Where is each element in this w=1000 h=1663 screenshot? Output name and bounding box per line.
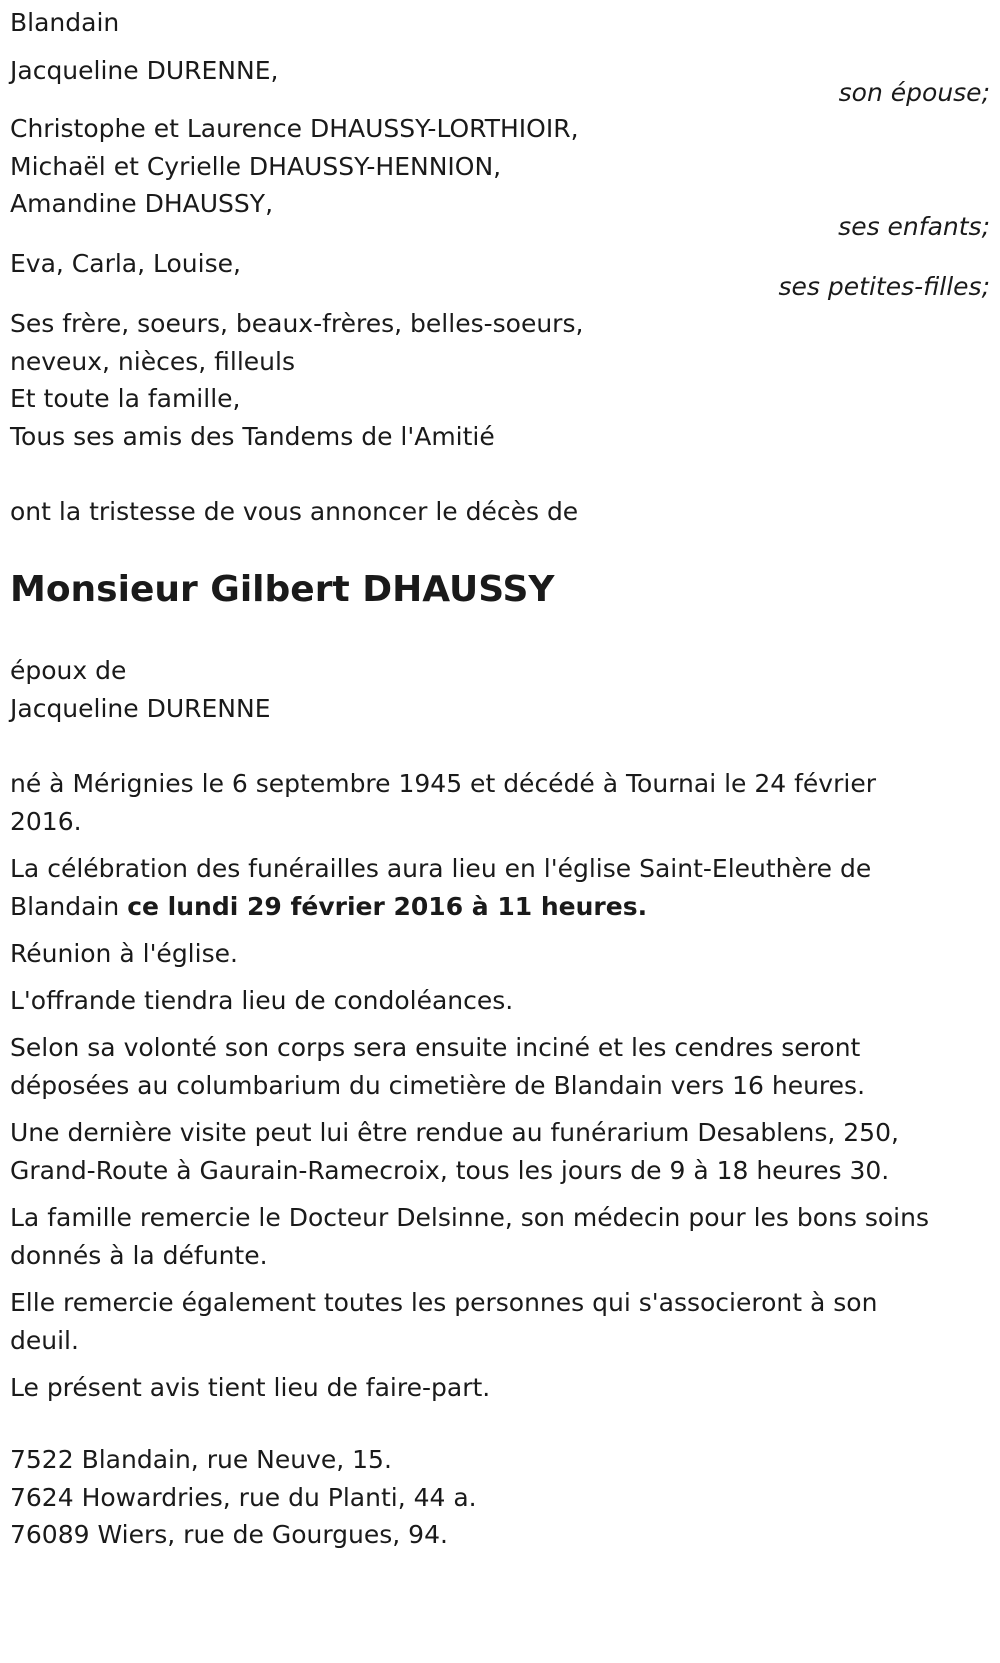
grandchildren-role: ses petites-filles; — [778, 272, 990, 301]
address-line: 7522 Blandain, rue Neuve, 15. — [10, 1445, 392, 1474]
thanks-doctor-paragraph: La famille remercie le Docteur Delsinne, son médecin pour les bons soins donnés à la défunte. — [10, 1203, 929, 1270]
grandchildren-names: Eva, Carla, Louise, — [10, 249, 241, 278]
birth-death-paragraph: né à Mérignies le 6 septembre 1945 et décédé à Tournai le 24 février 2016. — [10, 769, 876, 836]
header-location: Blandain — [10, 8, 120, 37]
visit-paragraph: Une dernière visite peut lui être rendue au funérarium Desablens, 250, Grand-Route à Gaurain-Ramecroix, tous les jours de 9 à 18 heures 30. — [10, 1118, 899, 1185]
cremation-paragraph: Selon sa volonté son corps sera ensuite inciné et les cendres seront déposées au columbarium du cimetière de Blandain vers 16 heures. — [10, 1033, 866, 1100]
deceased-name: Monsieur Gilbert DHAUSSY — [10, 569, 555, 610]
relatives-line: Ses frère, soeurs, beaux-frères, belles-soeurs, — [10, 309, 584, 338]
details-section — [10, 765, 940, 1416]
thanks-all-paragraph: Elle remercie également toutes les personnes qui s'associeront à son deuil. — [10, 1288, 878, 1355]
offering-paragraph: L'offrande tiendra lieu de condoléances. — [10, 986, 514, 1015]
ceremony-paragraph — [10, 850, 940, 926]
announcement-text: ont la tristesse de vous annoncer le décès de — [10, 497, 579, 526]
ceremony-text: La célébration des funérailles aura lieu en l'église Saint-Eleuthère de Blandain — [10, 854, 872, 921]
notice-paragraph: Le présent avis tient lieu de faire-part. — [10, 1373, 491, 1402]
relatives-line: neveux, nièces, filleuls — [10, 347, 295, 376]
relatives-line: Et toute la famille, — [10, 384, 241, 413]
child-name: Christophe et Laurence DHAUSSY-LORTHIOIR, — [10, 114, 579, 143]
spouse-name: Jacqueline DURENNE, — [10, 56, 279, 85]
address-line: 76089 Wiers, rue de Gourgues, 94. — [10, 1520, 448, 1549]
relatives-line: Tous ses amis des Tandems de l'Amitié — [10, 422, 495, 451]
child-name: Michaël et Cyrielle DHAUSSY-HENNION, — [10, 152, 502, 181]
child-name: Amandine DHAUSSY, — [10, 189, 274, 218]
address-line: 7624 Howardries, rue du Planti, 44 a. — [10, 1483, 477, 1512]
spouse-role: son épouse; — [838, 78, 990, 107]
spouse-of-name: Jacqueline DURENNE — [10, 694, 271, 723]
ceremony-date: ce lundi 29 février 2016 à 11 heures. — [127, 892, 648, 921]
spouse-of-label: époux de — [10, 656, 127, 685]
children-role: ses enfants; — [838, 212, 990, 241]
meeting-paragraph: Réunion à l'église. — [10, 939, 238, 968]
